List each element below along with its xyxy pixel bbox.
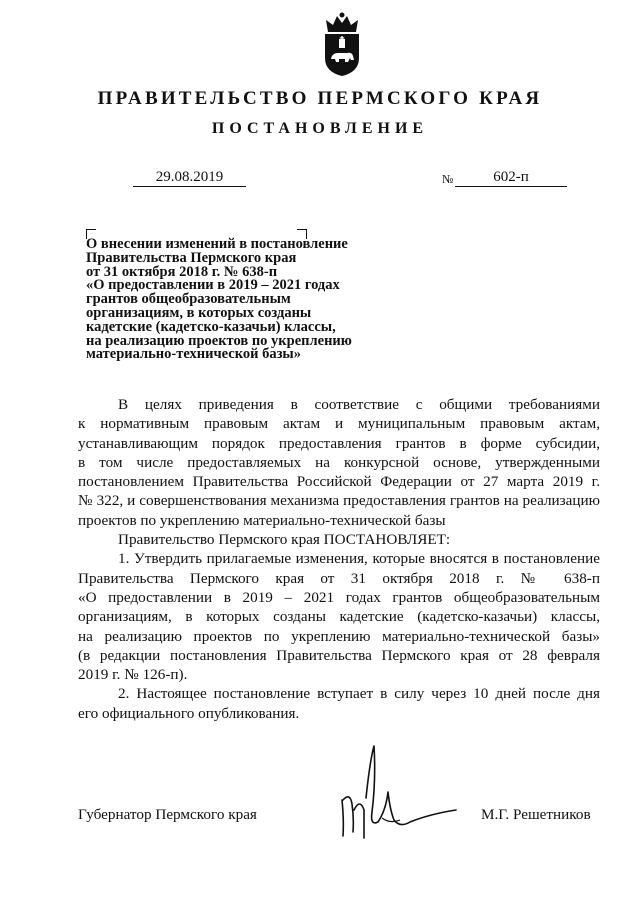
body-line: устанавливающим порядок предоставления грантов в форме субсидии, (78, 434, 600, 452)
document-subject (86, 238, 386, 362)
subject-line: на реализацию проектов по укреплению (86, 332, 352, 349)
document-number: 602-п (455, 168, 567, 187)
subject-line: грантов общеобразовательным (86, 291, 291, 308)
handwritten-signature (330, 740, 460, 850)
body-line: 2019 г. № 126-п). (78, 666, 188, 684)
body-line: (в редакции постановления Правительства Пермского края от 28 февраля (78, 646, 600, 664)
body-line: проектов по укреплению материально-технической базы (78, 511, 446, 529)
body-line: его официального опубликования. (78, 704, 300, 722)
body-line: к нормативным правовым актам и муниципальным правовым актам, (78, 415, 600, 433)
body-line: 1. Утвердить прилагаемые изменения, которые вносятся в постановление (118, 550, 600, 568)
item-2-paragraph (78, 684, 600, 723)
signatory-position: Губернатор Пермского края (78, 806, 257, 823)
body-line: организациям, в которых созданы кадетские (кадетско-казачьи) классы, (78, 608, 600, 626)
subject-line: организациям, в которых созданы (86, 304, 312, 321)
subject-line: от 31 октября 2018 г. № 638-п (86, 263, 278, 280)
body-line: Правительства Пермского края от 31 октября 2018 г. № 638-п (78, 569, 600, 587)
body-line: на реализацию проектов по укреплению материально-технической базы» (78, 627, 600, 645)
signatory-name: М.Г. Решетников (481, 806, 591, 823)
perm-krai-coat-of-arms-icon (322, 12, 362, 78)
body-line: «О предоставлении в 2019 – 2021 годах грантов общеобразовательным (78, 588, 600, 606)
body-line: 2. Настоящее постановление вступает в силу через 10 дней после дня (118, 685, 600, 703)
government-title: ПРАВИТЕЛЬСТВО ПЕРМСКОГО КРАЯ (97, 88, 543, 109)
item-1-paragraph (78, 549, 600, 684)
body-line: в том числе предоставляемых на конкурсной основе, утвержденными (78, 453, 600, 471)
document-date: 29.08.2019 (133, 168, 246, 187)
body-line: постановлением Правительства Российской Федерации от 27 марта 2019 г. (78, 473, 600, 491)
decree-line: Правительство Пермского края ПОСТАНОВЛЯЕТ: (118, 531, 451, 549)
document-type: ПОСТАНОВЛЕНИЕ (211, 120, 429, 137)
body-line: № 322, и совершенствования механизма предоставления грантов на реализацию (78, 492, 600, 510)
subject-line: Правительства Пермского края (86, 249, 297, 266)
preamble-paragraph (78, 395, 600, 530)
subject-line: материально-технической базы» (86, 346, 301, 363)
subject-line: О внесении изменений в постановление (86, 236, 348, 252)
subject-line: кадетские (кадетско-казачьи) классы, (86, 318, 336, 335)
document-body (78, 395, 600, 723)
subject-line: «О предоставлении в 2019 – 2021 годах (86, 277, 340, 294)
number-sign: № (442, 172, 454, 186)
body-line: В целях приведения в соответствие с общими требованиями (118, 396, 600, 413)
